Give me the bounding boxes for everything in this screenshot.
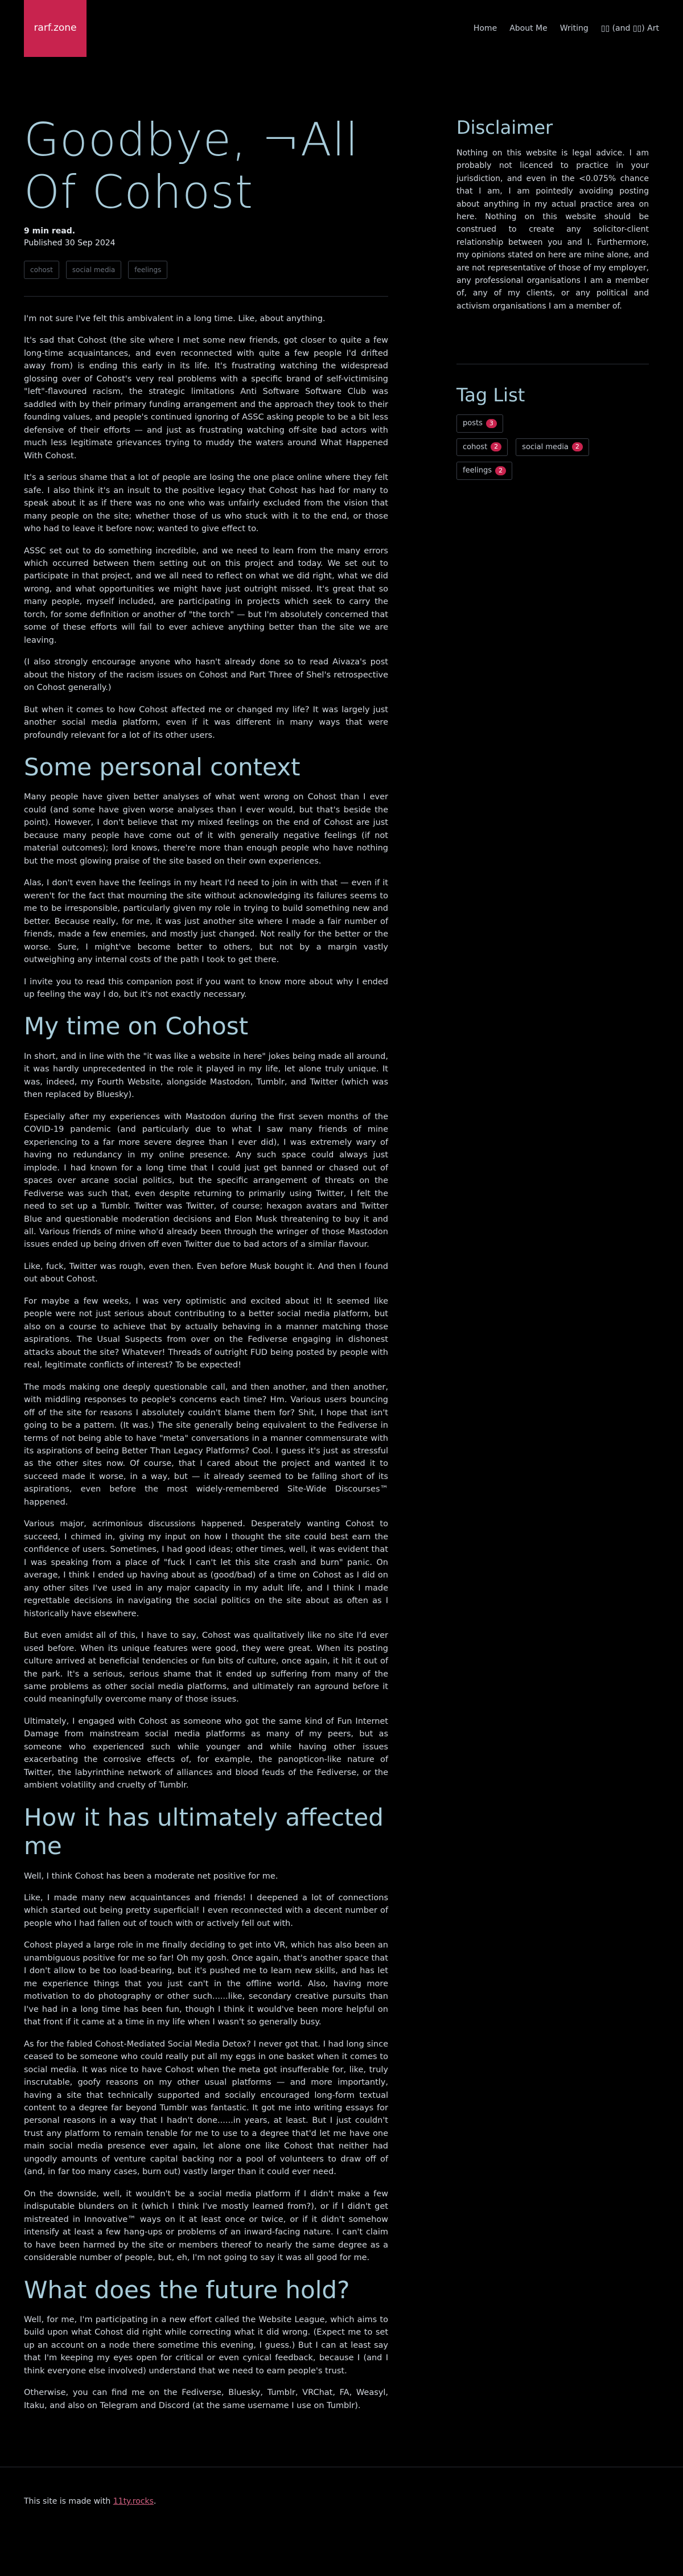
paragraph: For maybe a few weeks, I was very optimistic and excited about it! It seemed like people were not just serious about contributing to a better social media platform, but also on a course to achieve that by actually behaving in a manner matching those aspirations. The Usual Suspects from over on the Fediverse engaging in dishonest attacks about the site? Whatever! Threads of outright FUD being posted by people with real, legitimate conflicts of interest? To be expected! bbox=[24, 1296, 388, 1370]
paragraph: It's a serious shame that a lot of people are losing the one place online where they felt safe. I also think it's an insult to the positive legacy that Cohost has had for many to speak about it as if there was no one who was unfairly excluded from the vision that many people on the site; whether those of us who stuck with it to the end, or those who had to leave it before now; wanted to give effect to. bbox=[24, 473, 388, 534]
disclaimer-title: Disclaimer bbox=[456, 117, 553, 138]
paragraph: Like, fuck, Twitter was rough, even then. Even before Musk bought it. And then I found out about Cohost. bbox=[24, 1262, 388, 1284]
paragraph: Many people have given better analyses of what went wrong on Cohost than I ever could (and some have given worse analyses than I ever would, but that's beside the point). However, I don't believe that my mixed feelings on the end of Cohost are just because many people have come out of it with generally negative feelings (if not material outcomes); lord knows, there're more than enough people who have nothing but the most glowing praise of the site based on their own experiences. bbox=[24, 792, 388, 866]
tag-count: 2 bbox=[491, 442, 501, 451]
section-heading: My time on Cohost bbox=[24, 1012, 249, 1041]
paragraph: In short, and in line with the "it was like a website in here" jokes being made all around, it was hardly unprecedented in the role it played in my life, let alone truly unique. It was, indeed, my Fourth Website, alongside Mastodon, Tumblr, and Twitter (which was then replaced by Bluesky). bbox=[24, 1051, 388, 1100]
paragraph: ASSC set out to do something incredible, and we need to learn from the many errors which occurred between them setting out on this project and today. We set out to participate in that project, and we all need to reflect on what we did right, what we did wrong, and what opportunities we might have just outright missed. It's great that so many people, myself included, are participating in projects which seek to carry the torch, for some definition or another of "the torch" — but I'm absolutely concerned that some of these efforts will fail to ever achieve anything better than the site we are leaving. bbox=[24, 546, 388, 645]
footer-suffix: . bbox=[153, 2497, 157, 2507]
post-meta bbox=[24, 225, 388, 249]
nav-about[interactable]: About Me bbox=[509, 24, 548, 33]
sidebar bbox=[456, 114, 649, 2421]
post-main bbox=[24, 114, 388, 2421]
main-nav bbox=[474, 23, 659, 35]
tag-social-media[interactable] bbox=[516, 438, 589, 457]
paragraph: Various major, acrimonious discussions happened. Desperately wanting Cohost to succeed, I chimed in, giving my input on how I thought the site could best earn the confidence of users. Sometimes, I had good ideas; other times, well, it was evident that I was speaking from a place of "fuck I can't let this site crash and burn" panic. On average, I think I ended up having about as (good/bad) of a time on Cohost as I did on any other sites I've used in any major capacity in my adult life, and I think I made regrettable decisions in navigating the social politics on the site about as often as I historically have elsewhere. bbox=[24, 1519, 388, 1618]
paragraph: (I also strongly encourage anyone who hasn't already done so to read Aivaza's post about the history of the racism issues on Cohost and Part Three of Shel's retrospective on Cohost generally.) bbox=[24, 658, 388, 693]
paragraph: As for the fabled Cohost-Mediated Social Media Detox? I never got that. I had long since ceased to be someone who could really put all my eggs in one basket when it comes to social media. It was nice to have Cohost when the meta got insufferable for, like, truly inscrutable, goofy reasons on my other usual platforms — and more importantly, having a site that technically supported and socially encouraged long-form textual content to a degree far beyond Tumblr was fantastic. It got me into writing essays for personal reasons in a way that I hadn't done......in years, at least. But I just couldn't trust any platform to remain tenable for me to use to a degree that'd let me have one main social media presence ever again, let alone one like Cohost that neither had ungodly amounts of venture capital backing nor a pool of volunteers to draw off of (and, in far too many cases, burn out) vastly larger than it could ever need. bbox=[24, 2039, 388, 2177]
footer-prefix: This site is made with bbox=[24, 2497, 113, 2507]
paragraph: On the downside, well, it wouldn't be a social media platform if I didn't make a few indisputable blunders on it (which I think I've mostly learned from?), or if I didn't get mistreated in Innovative™ ways on it at least once or twice, or if it didn't somehow intensify at least a few hang-ups or problems of an inward-facing nature. I can't claim to have been harmed by the site or members thereof to nearly the same degree as a considerable number of people, but, eh, I'm not going to say it was all good for me. bbox=[24, 2189, 388, 2263]
nav-writing[interactable]: Writing bbox=[559, 24, 589, 33]
paragraph: Well, I think Cohost has been a moderate net positive for me. bbox=[24, 1871, 278, 1881]
paragraph: Ultimately, I engaged with Cohost as someone who got the same kind of Fun Internet Damage from mainstream social media platforms as many of my peers, but as someone who experienced such while younger and while having other issues exacerbating the corrosive effects of, for example, the panopticon-like nature of Twitter, the labyrinthine network of alliances and blood feuds of the Fediverse, or the ambient volatility and cruelty of Tumblr. bbox=[24, 1716, 388, 1790]
nav-home[interactable]: Home bbox=[473, 24, 497, 33]
tag-count: 2 bbox=[572, 442, 583, 451]
tag-posts[interactable] bbox=[456, 414, 503, 433]
section-heading: How it has ultimately affected me bbox=[24, 1803, 384, 1860]
paragraph: It's sad that Cohost (the site where I met some new friends, got closer to quite a few long-time acquaintances, and even reconnected with quite a few people I'd drifted away from) is ending this early in its life. It's frustrating watching the widespread glossing over of Cohost's very real problems with a specific brand of self-victimising "left"-flavoured racism, the strategic limitations Anti Software Software Club was saddled with by their primary funding arrangement and the approach they took to their founding values, and people's continued ignoring of ASSC asking people to be a bit less defensive of their efforts — and just as frustrating watching off-site bad actors with much less legitimate grievances trying to muddy the waters around What Happened With Cohost. bbox=[24, 336, 388, 461]
tag-label: cohost bbox=[463, 442, 488, 451]
tag-list bbox=[456, 414, 649, 480]
footer-link[interactable]: 11ty.rocks bbox=[113, 2497, 154, 2507]
tag-label: posts bbox=[463, 419, 483, 428]
paragraph: But when it comes to how Cohost affected me or changed my life? It was largely just another social media platform, even if it was different in many ways that were profoundly relevant for a lot of its other users. bbox=[24, 705, 388, 740]
read-time: 9 min read. bbox=[24, 227, 76, 236]
paragraph: I'm not sure I've felt this ambivalent in a long time. Like, about anything. bbox=[24, 314, 326, 323]
post-tag[interactable]: cohost bbox=[24, 261, 59, 279]
tag-label: social media bbox=[522, 442, 569, 451]
post-tag[interactable]: social media bbox=[66, 261, 121, 279]
post-tag[interactable]: feelings bbox=[128, 261, 167, 279]
taglist-title: Tag List bbox=[456, 384, 525, 406]
tag-label: feelings bbox=[463, 466, 492, 475]
paragraph: I invite you to read this companion post if you want to know more about why I ended up feeling the way I do, but it's not exactly necessary. bbox=[24, 977, 388, 1000]
paragraph: Alas, I don't even have the feelings in my heart I'd need to join in with that — even if it weren't for the fact that mourning the site without acknowledging its failures seems to me to be irresponsible, particularly given my role in trying to build something new and better. Because really, for me, it was just another site where I made a fair number of friends, made a few enemies, and mostly just changed. Not really for the better or the worse. Sure, I might've become better to others, but not by a margin vastly outweighing any internal costs of the path I took to get there. bbox=[24, 878, 388, 965]
site-footer bbox=[0, 2467, 683, 2576]
site-header bbox=[0, 0, 683, 57]
post-title: Goodbye, ¬All Of Cohost bbox=[24, 113, 359, 219]
paragraph: But even amidst all of this, I have to say, Cohost was qualitatively like no site I'd ever used before. When its unique features were good, they were great. When its posting culture arrived at beneficial tendencies or fun bits of culture, once again, it hit it out of the park. It's a serious, serious shame that it ended up suffering from many of the same problems as other social media platforms, and ultimately ran aground before it could meaningfully overcome many of those issues. bbox=[24, 1631, 388, 1704]
paragraph: Especially after my experiences with Mastodon during the first seven months of the COVID-19 pandemic (and particularly due to what I saw many friends of mine experiencing to a far more severe degree than I ever did), I was extremely wary of having no redundancy in my online presence. Any such space could always just implode. I had known for a long time that I could just get banned or chased out of spaces over arcane social politics, but the specific arrangement of threats on the Fediverse was such that, even despite returning to primarily using Twitter, I felt the need to set up a Tumblr. Twitter was Twitter, of course; hexagon avatars and Twitter Blue and questionable moderation decisions and Elon Musk threatening to buy it and all. Various friends of mine who'd already been through the wringer of those Mastodon issues ended up being driven off even Twitter due to bad actors of a similar flavour. bbox=[24, 1112, 388, 1250]
published-date: Published 30 Sep 2024 bbox=[24, 239, 116, 248]
post-tags bbox=[24, 261, 388, 279]
tag-spacer bbox=[511, 414, 614, 433]
section-heading: Some personal context bbox=[24, 753, 301, 782]
paragraph: Like, I made many new acquaintances and friends! I deepened a lot of connections which started out being pretty superficial! I even reconnected with a decent number of people who I had fallen out of touch with or actively fell out with. bbox=[24, 1893, 388, 1928]
tag-count: 3 bbox=[486, 419, 497, 428]
nav-art[interactable]: ▯▯ (and ▯▯) Art bbox=[600, 24, 659, 33]
tag-count: 2 bbox=[495, 466, 506, 475]
paragraph: Well, for me, I'm participating in a new effort called the Website League, which aims to build upon what Cohost did right while correcting what it did wrong. (Expect me to set up an account on a node there sometime this evening, I guess.) But I can at least say that I'm keeping my eyes open for critical or even cynical feedback, because I (and I think everyone else involved) understand that we need to earn people's trust. bbox=[24, 2315, 388, 2376]
section-heading: What does the future hold? bbox=[24, 2275, 350, 2304]
tag-cohost[interactable] bbox=[456, 438, 508, 457]
paragraph: The mods making one deeply questionable call, and then another, and then another, with middling responses to people's concerns each time? Hm. Various users bouncing off of the site for reasons I absolutely couldn't blame them for? Shit, I hope that isn't going to be a pattern. (It was.) The site generally being equivalent to the Fediverse in terms of not being able to have "meta" conversations in a manner commensurate with its aspirations of being Better Than Legacy Platforms? Cool. I guess it's just as stressful as the other sites now. Of course, that I cared about the project and wanted it to succeed made it worse, in a way, but — it already seemed to be falling short of its aspirations, even before the most widely-remembered Site-Wide Discourses™ happened. bbox=[24, 1382, 388, 1507]
post-body bbox=[24, 313, 388, 2412]
paragraph: Otherwise, you can find me on the Fediverse, Bluesky, Tumblr, VRChat, FA, Weasyl, Itaku, and also on Telegram and Discord (at the same username I use on Tumblr). bbox=[24, 2388, 388, 2410]
disclaimer-text: Nothing on this website is legal advice. I am probably not licenced to practice in your jurisdiction, and even in the <0.075% chance that I am, I am pointedly avoiding posting about anything in my actual practice area on here. Nothing on this website should be construed to create any solicitor-client relationship between you and I. Furthermore, my opinions stated on here are mine alone, and are not representative of those of my employer, any professional organisations I am a member of, any of my clients, or any political and activism organisations I am a member of. bbox=[456, 149, 649, 311]
site-logo[interactable]: rarf.zone bbox=[24, 0, 87, 57]
paragraph: Cohost played a large role in me finally deciding to get into VR, which has also been an unambiguous positive for me so far! Oh my gosh. Once again, that's another space that I don't allow to be too load-bearing, but it's pushed me to learn new skills, and has let me experience things that you just can't in the offline world. Also, having more motivation to do photography or other such......like, secondary creative pursuits than I've had in a long time has been fun, though I think it would've been more helpful on that front if it came at a time in my life when I wasn't so generally busy. bbox=[24, 1941, 388, 2027]
divider bbox=[24, 296, 388, 297]
tag-feelings[interactable] bbox=[456, 462, 512, 480]
